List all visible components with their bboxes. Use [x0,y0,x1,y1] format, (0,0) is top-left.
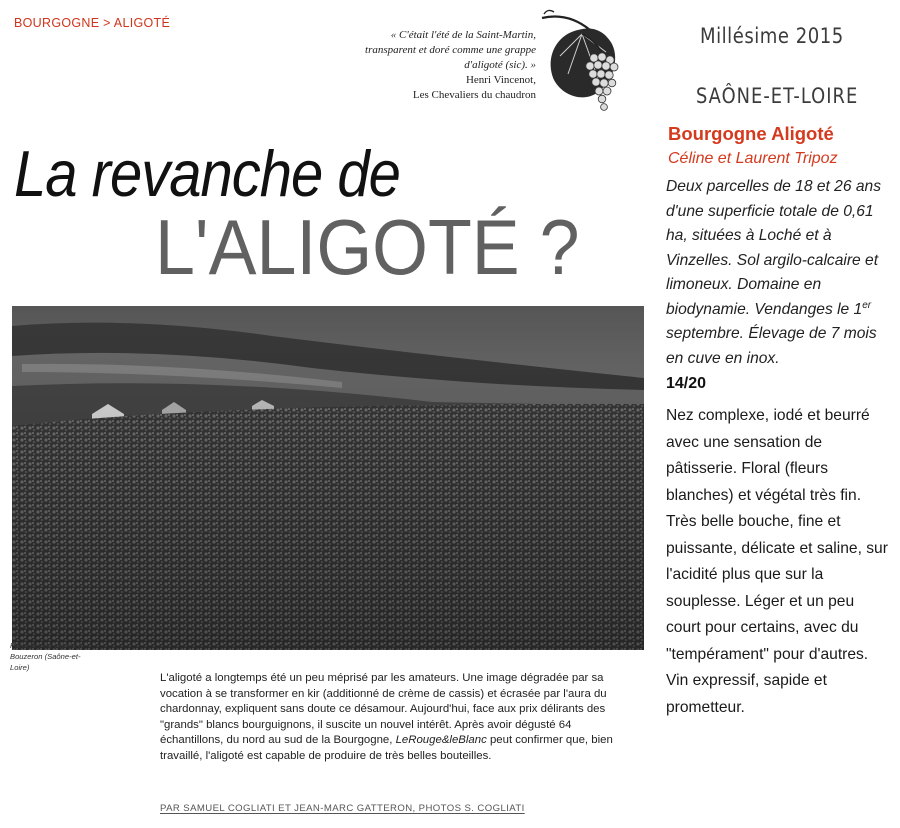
epigraph-author: Henri Vincenot, [465,74,536,86]
epigraph-source: Les Chevaliers du chaudron [412,89,536,101]
ordinal-suffix: er [862,299,872,311]
vintage-heading: Millésime 2015 [700,24,844,48]
intro-text-part-1: L'aligoté a longtemps été un peu méprisé par les amateurs. Une image dégradée par sa vocation à se transformer en kir (additionné de crème de cassis) et écrasée par l'aura du chardonnay, expliquent sans doute ce désamour. Aujourd'hui, face aux prix délirants des "grands" blancs bourguignons, il suscite un nouvel intérêt. Après avoir dégusté 64 échantillons, du nord au sud de la Bourgogne, [160,672,607,747]
vineyard-photo [12,306,644,650]
score: 14/20 [666,375,707,392]
epigraph-text: « C'était l'été de la Saint-Martin, transparent et doré comme une grappe d'aligoté (sic). » [365,29,536,71]
wine-name: Bourgogne Aligoté [668,123,834,144]
wine-description-part-2: septembre. Élevage de 7 mois en cuve en inox. [666,325,877,367]
breadcrumb: BOURGOGNE > ALIGOTÉ [14,16,171,30]
intro-paragraph [160,671,636,765]
title-line-2: L'ALIGOTÉ ? [155,203,580,291]
magazine-name: LeRouge&leBlanc [395,734,487,747]
vine-leaf-grape-icon [538,4,634,134]
title-line-1: La revanche de [14,137,400,211]
region-heading: SAÔNE-ET-LOIRE [696,84,859,108]
tasting-notes: Nez complexe, iodé et beurré avec une sensation de pâtisserie. Floral (fleurs blanches) et végétal très fin. Très belle bouche, fine et puissante, délicate et saline, sur l'acidité plus que sur la souplesse. Léger et un peu court pour certains, avec du "tempérament" pour d'autres. Vin expressif, sapide et prometteur. [666,407,888,716]
intro-text-part-2: peut confirmer que, bien travaillé, l'aligoté est capable de produire de très belles bouteilles. [160,734,613,762]
epigraph [352,28,536,103]
producer-name: Céline et Laurent Tripoz [668,150,838,167]
wine-description-part-1: Deux parcelles de 18 et 26 ans d'une superficie totale de 0,61 ha, situées à Loché et à Vinzelles. Sol argilo-calcaire et limoneux. Domaine en biodynamie. Vendanges le 1 [666,178,881,318]
byline: PAR SAMUEL COGLIATI ET JEAN-MARC GATTERON, PHOTOS S. COGLIATI [160,803,525,814]
photo-caption: Parcelles de vignes à Bouzeron (Saône-et-Loire) [10,641,83,672]
wine-description [666,175,894,371]
